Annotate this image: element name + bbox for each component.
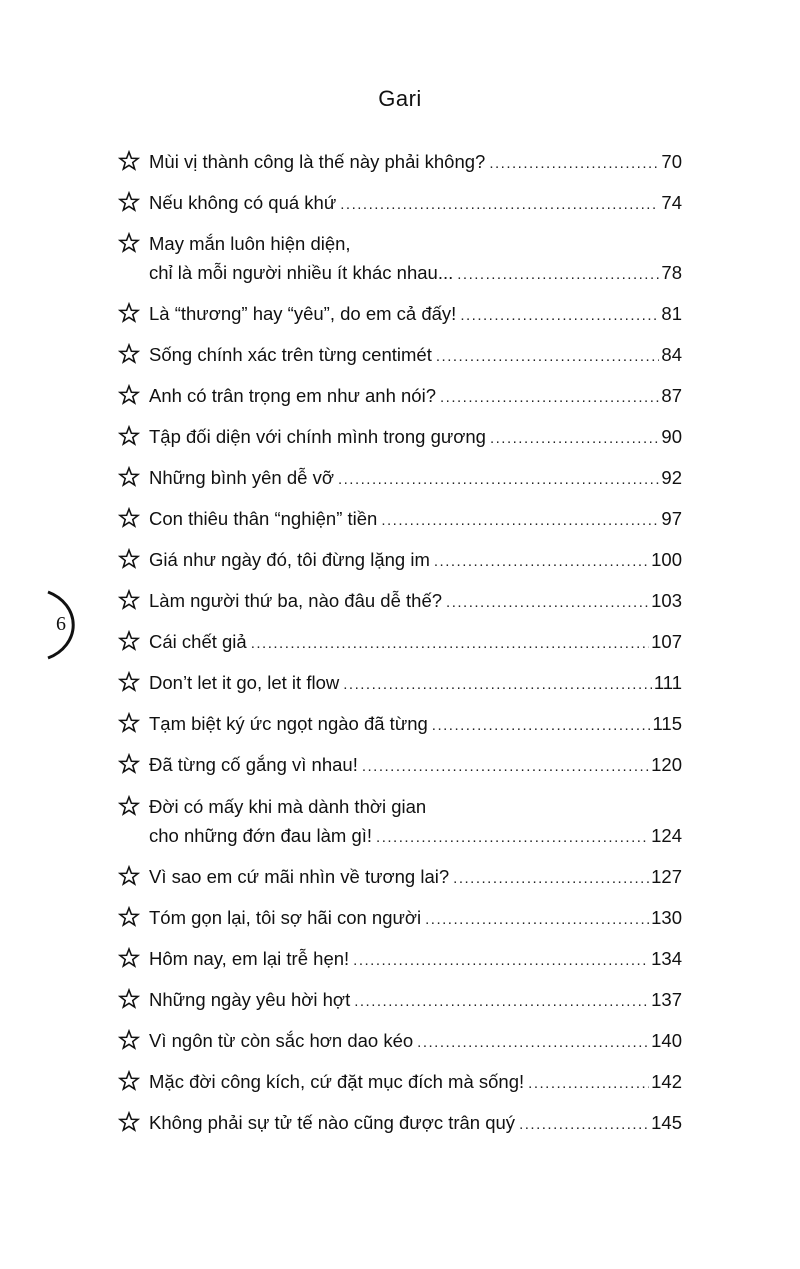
- toc-entry-line: [149, 750, 682, 779]
- star-outline-icon: [118, 1029, 140, 1051]
- toc-entry: [118, 422, 682, 451]
- star-outline-icon: [118, 191, 140, 213]
- toc-entry-line: [149, 340, 682, 369]
- dot-leader: [436, 342, 660, 371]
- toc-entry-title: Là “thương” hay “yêu”, do em cả đấy!: [149, 303, 457, 324]
- toc-entry-page-number: 120: [651, 754, 682, 775]
- toc-entry: [118, 1026, 682, 1055]
- toc-entry-page-number: 127: [651, 866, 682, 887]
- dot-leader: [340, 190, 659, 219]
- toc-entry-page-number: 103: [651, 590, 682, 611]
- toc-entry: [118, 627, 682, 656]
- dot-leader: [251, 629, 649, 658]
- dot-leader: [519, 1110, 649, 1139]
- toc-entry-line: [149, 586, 682, 615]
- page-title: Gari: [378, 86, 422, 111]
- star-outline-icon: [118, 671, 140, 693]
- star-outline-icon: [118, 753, 140, 775]
- toc-entry-title: Tạm biệt ký ức ngọt ngào đã từng: [149, 713, 428, 734]
- toc-entry: [118, 709, 682, 738]
- dot-leader: [417, 1028, 649, 1057]
- star-outline-icon: [118, 947, 140, 969]
- toc-entry-page-number: 140: [651, 1030, 682, 1051]
- toc-entry: [118, 463, 682, 492]
- star-outline-icon: [118, 384, 140, 406]
- toc-entry-page-number: 92: [661, 467, 682, 488]
- toc-entry-page-number: 134: [651, 948, 682, 969]
- toc-entry-page-number: 87: [661, 385, 682, 406]
- toc-entry-line: [149, 862, 682, 891]
- toc-entry-title: Làm người thứ ba, nào đâu dễ thế?: [149, 590, 443, 611]
- toc-entry-title: Don’t let it go, let it flow: [149, 672, 340, 693]
- toc-entry-title: Tập đối diện với chính mình trong gương: [149, 426, 486, 447]
- star-outline-icon: [118, 1070, 140, 1092]
- toc-entry-line: [149, 792, 682, 821]
- toc-entry-title: Những ngày yêu hời hợt: [149, 989, 351, 1010]
- toc-entry-line: [149, 422, 682, 451]
- toc-entry-line: [149, 821, 682, 850]
- toc-entry-title: Giá như ngày đó, tôi đừng lặng im: [149, 549, 430, 570]
- dot-leader: [376, 823, 649, 852]
- toc-entry-page-number: 137: [651, 989, 682, 1010]
- toc-entry-page-number: 70: [661, 151, 682, 172]
- toc-entry-page-number: 107: [651, 631, 682, 652]
- toc-entry: [118, 944, 682, 973]
- page-number-marker: [44, 589, 96, 661]
- star-outline-icon: [118, 1111, 140, 1133]
- toc-entry-line: [149, 668, 682, 697]
- toc-entry-line: [149, 627, 682, 656]
- toc-entry: [118, 381, 682, 410]
- toc-entry-title: May mắn luôn hiện diện,: [149, 233, 351, 254]
- star-outline-icon: [118, 795, 140, 817]
- toc-entry: [118, 1067, 682, 1096]
- toc-entry-page-number: 81: [661, 303, 682, 324]
- toc-entry-line: [149, 147, 682, 176]
- toc-entry: [118, 147, 682, 176]
- toc-entry-title: cho những đớn đau làm gì!: [149, 825, 373, 846]
- toc-entry-title: Những bình yên dễ vỡ: [149, 467, 334, 488]
- star-outline-icon: [118, 507, 140, 529]
- toc-entry-title: chỉ là mỗi người nhiều ít khác nhau...: [149, 262, 454, 283]
- dot-leader: [453, 864, 649, 893]
- toc-entry-title: Sống chính xác trên từng centimét: [149, 344, 432, 365]
- toc-entry-title: Mặc đời công kích, cứ đặt mục đích mà sống!: [149, 1071, 525, 1092]
- toc-entry: [118, 1108, 682, 1137]
- toc-entry-line: [149, 1067, 682, 1096]
- toc-entry-page-number: 100: [651, 549, 682, 570]
- dot-leader: [425, 905, 649, 934]
- toc-entry-line: [149, 1026, 682, 1055]
- dot-leader: [432, 711, 651, 740]
- toc-entry-line: [149, 1108, 682, 1137]
- dot-leader: [460, 301, 659, 330]
- dot-leader: [528, 1069, 649, 1098]
- dot-leader: [434, 547, 649, 576]
- toc-entry-page-number: 97: [661, 508, 682, 529]
- toc-entry-title: Vì sao em cứ mãi nhìn về tương lai?: [149, 866, 450, 887]
- toc-entry: [118, 188, 682, 217]
- toc-entry-title: Con thiêu thân “nghiện” tiền: [149, 508, 378, 529]
- toc-entry-line: [149, 709, 682, 738]
- toc-entry-line: [149, 545, 682, 574]
- toc-entry-line: [149, 463, 682, 492]
- star-outline-icon: [118, 712, 140, 734]
- star-outline-icon: [118, 232, 140, 254]
- toc-entry-page-number: 124: [651, 825, 682, 846]
- dot-leader: [354, 987, 649, 1016]
- toc-entry: [118, 586, 682, 615]
- star-outline-icon: [118, 988, 140, 1010]
- toc-entry: [118, 340, 682, 369]
- toc-entry-page-number: 84: [661, 344, 682, 365]
- dot-leader: [446, 588, 649, 617]
- dot-leader: [490, 424, 659, 453]
- toc-entry-line: [149, 944, 682, 973]
- star-outline-icon: [118, 150, 140, 172]
- toc-entry-page-number: 115: [652, 713, 682, 734]
- toc-entry-line: [149, 258, 682, 287]
- toc-entry-line: [149, 188, 682, 217]
- toc-entry-title: Không phải sự tử tế nào cũng được trân quý: [149, 1112, 516, 1133]
- dot-leader: [353, 946, 649, 975]
- star-outline-icon: [118, 906, 140, 928]
- toc-entry-page-number: 78: [661, 262, 682, 283]
- toc-entry-line: [149, 903, 682, 932]
- toc-entry: [118, 750, 682, 779]
- toc-entry: [118, 504, 682, 533]
- dot-leader: [489, 149, 659, 178]
- toc-entry-title: Đời có mấy khi mà dành thời gian: [149, 796, 427, 817]
- toc-entry: [118, 299, 682, 328]
- toc-entry-title: Tóm gọn lại, tôi sợ hãi con người: [149, 907, 422, 928]
- page-arc-decoration: [44, 589, 96, 661]
- toc-entry-page-number: 142: [651, 1071, 682, 1092]
- toc-entry-page-number: 74: [661, 192, 682, 213]
- toc-entry-title: Cái chết giả: [149, 631, 247, 652]
- star-outline-icon: [118, 466, 140, 488]
- star-outline-icon: [118, 302, 140, 324]
- toc-entry-page-number: 145: [651, 1112, 682, 1133]
- toc-entry-line: [149, 229, 682, 258]
- toc-entry: [118, 903, 682, 932]
- toc-entry: [118, 668, 682, 697]
- dot-leader: [362, 752, 649, 781]
- star-outline-icon: [118, 865, 140, 887]
- star-outline-icon: [118, 343, 140, 365]
- dot-leader: [343, 670, 652, 699]
- toc-entry: [118, 545, 682, 574]
- toc-entry-line: [149, 985, 682, 1014]
- toc-entry: [118, 862, 682, 891]
- dot-leader: [457, 260, 659, 289]
- toc-entry-line: [149, 504, 682, 533]
- toc-entry-title: Mùi vị thành công là thế này phải không?: [149, 151, 486, 172]
- toc-entry-title: Anh có trân trọng em như anh nói?: [149, 385, 436, 406]
- page-number: 6: [56, 613, 66, 635]
- dot-leader: [440, 383, 659, 412]
- toc-entry-line: [149, 299, 682, 328]
- star-outline-icon: [118, 425, 140, 447]
- toc-entry-page-number: 90: [661, 426, 682, 447]
- toc-entry-page-number: 130: [651, 907, 682, 928]
- dot-leader: [338, 465, 659, 494]
- toc-entry-title: Đã từng cố gắng vì nhau!: [149, 754, 358, 775]
- toc-entry-title: Vì ngôn từ còn sắc hơn dao kéo: [149, 1030, 414, 1051]
- toc-entry-page-number: 111: [653, 672, 682, 693]
- toc-entry-line: [149, 381, 682, 410]
- dot-leader: [381, 506, 659, 535]
- toc-entry-title: Hôm nay, em lại trễ hẹn!: [149, 948, 350, 969]
- toc-entry: [118, 229, 682, 287]
- toc-entry: [118, 792, 682, 850]
- star-outline-icon: [118, 589, 140, 611]
- star-outline-icon: [118, 630, 140, 652]
- toc-entry-title: Nếu không có quá khứ: [149, 192, 337, 213]
- star-outline-icon: [118, 548, 140, 570]
- toc-entry: [118, 985, 682, 1014]
